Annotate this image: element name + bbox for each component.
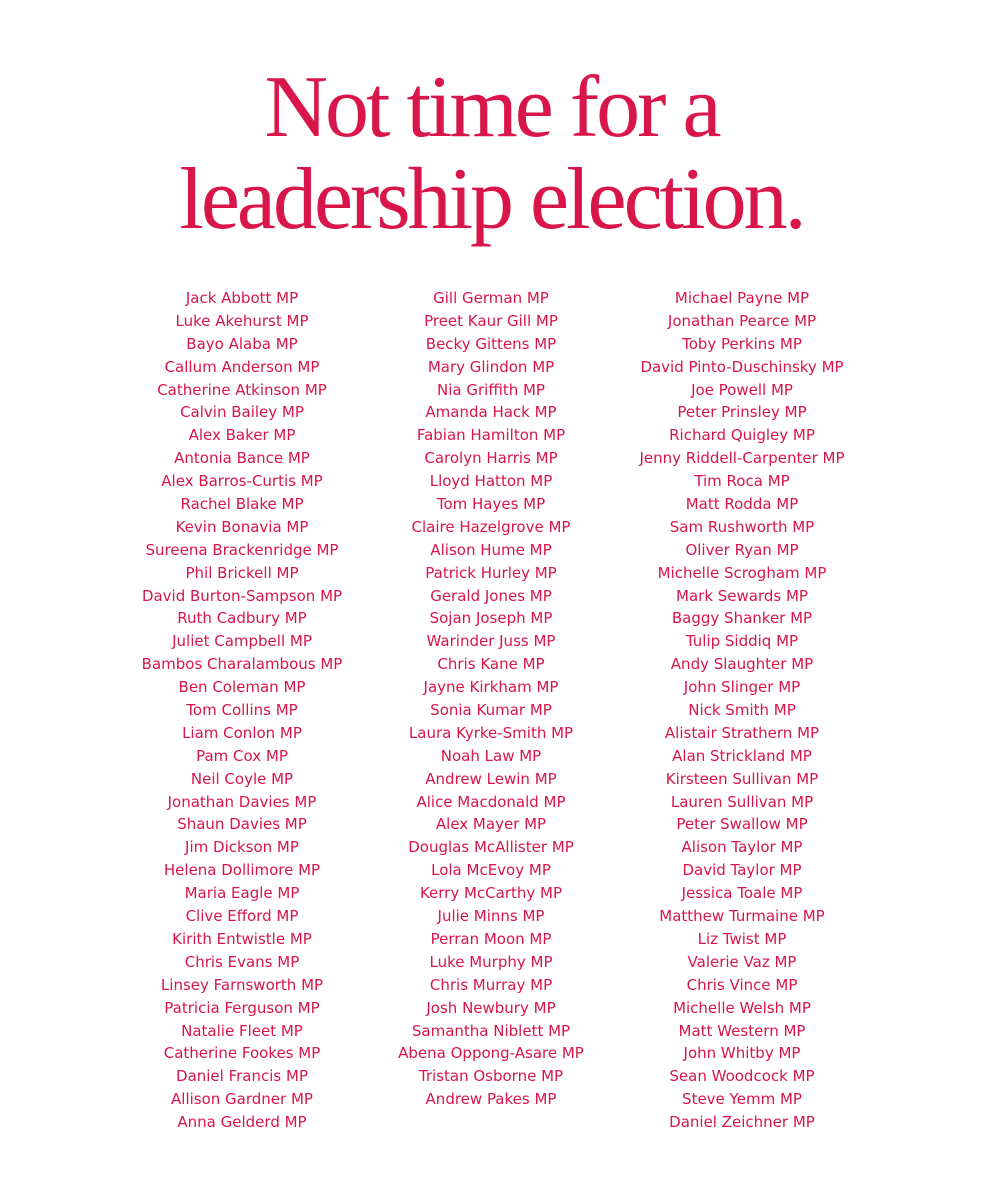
signatory-name: Steve Yemm MP	[682, 1090, 802, 1109]
signatory-name: Phil Brickell MP	[185, 563, 299, 582]
signatory-name: Sojan Joseph MP	[429, 609, 553, 628]
signatory-name: Ben Coleman MP	[178, 678, 306, 697]
signatory-name: Nick Smith MP	[688, 701, 796, 720]
signatory-name: Rachel Blake MP	[180, 495, 304, 514]
signatory-name: Kirsteen Sullivan MP	[665, 769, 819, 788]
signatory-name: Alan Strickland MP	[672, 746, 812, 765]
signatory-name: Jessica Toale MP	[681, 884, 803, 903]
signatory-name: Matt Western MP	[678, 1021, 806, 1040]
signatory-name: Patricia Ferguson MP	[164, 998, 320, 1017]
signatory-name: Preet Kaur Gill MP	[424, 311, 558, 330]
signatory-name: Douglas McAllister MP	[408, 838, 574, 857]
signatory-name: Baggy Shanker MP	[671, 609, 813, 628]
signatory-name: Jonathan Davies MP	[167, 792, 317, 811]
signatory-name: David Taylor MP	[682, 861, 802, 880]
signatory-name: Jayne Kirkham MP	[423, 678, 559, 697]
signatory-name: Alice Macdonald MP	[416, 792, 566, 811]
signatory-name: Peter Prinsley MP	[677, 403, 807, 422]
signatory-name: Alison Hume MP	[430, 540, 552, 559]
signatory-name: Liz Twist MP	[697, 929, 787, 948]
signatory-name: Daniel Francis MP	[176, 1067, 308, 1086]
signatory-name: Calvin Bailey MP	[180, 403, 304, 422]
signatory-name: Andy Slaughter MP	[670, 655, 814, 674]
signatory-name: Kirith Entwistle MP	[172, 929, 312, 948]
signatory-name: Valerie Vaz MP	[687, 952, 797, 971]
signatory-list	[0, 287, 983, 1167]
signatory-name: Jenny Riddell-Carpenter MP	[639, 449, 845, 468]
signatory-name: Luke Murphy MP	[429, 952, 553, 971]
signatory-name: Oliver Ryan MP	[685, 540, 799, 559]
signatory-name: Tom Hayes MP	[436, 495, 546, 514]
signatory-name: Maria Eagle MP	[184, 884, 300, 903]
signatory-name: Laura Kyrke-Smith MP	[408, 723, 574, 742]
signatory-name: Richard Quigley MP	[669, 426, 815, 445]
signatory-name: Jack Abbott MP	[185, 289, 299, 307]
signatory-name: Sam Rushworth MP	[669, 517, 815, 536]
signatory-name: Natalie Fleet MP	[181, 1021, 303, 1040]
signatory-name: Amanda Hack MP	[425, 403, 557, 422]
signatory-name: Kevin Bonavia MP	[175, 517, 309, 536]
signatory-name: Peter Swallow MP	[676, 815, 808, 834]
signatory-name: Gill German MP	[433, 289, 549, 307]
signatory-name: John Whitby MP	[683, 1044, 801, 1063]
signatory-name: Ruth Cadbury MP	[177, 609, 307, 628]
signatory-name: Bambos Charalambous MP	[141, 655, 343, 674]
signatory-name: Claire Hazelgrove MP	[411, 517, 571, 536]
signatory-name: Chris Vince MP	[686, 975, 798, 994]
signatory-name: Fabian Hamilton MP	[416, 426, 566, 445]
signatory-name: Catherine Fookes MP	[163, 1044, 321, 1063]
signatory-name: Juliet Campbell MP	[172, 632, 312, 651]
signatory-name: Neil Coyle MP	[190, 769, 294, 788]
signatory-name: Pam Cox MP	[196, 746, 288, 765]
signatory-name: Becky Gittens MP	[425, 334, 557, 353]
signatory-name: Mary Glindon MP	[427, 357, 555, 376]
signatory-name: Sean Woodcock MP	[669, 1067, 815, 1086]
headline-line-1: Not time for a	[264, 59, 719, 156]
signatory-name: Anna Gelderd MP	[177, 1113, 307, 1132]
signatory-name: Tulip Siddiq MP	[685, 632, 799, 651]
signatory-name: Daniel Zeichner MP	[669, 1113, 815, 1132]
headline	[0, 59, 983, 248]
signatory-name: Matt Rodda MP	[685, 495, 799, 514]
headline-line-2: leadership election.	[179, 151, 804, 248]
signatory-name: Abena Oppong-Asare MP	[398, 1044, 584, 1063]
signatory-name: Luke Akehurst MP	[175, 311, 309, 330]
signatory-name: Michelle Welsh MP	[673, 998, 811, 1017]
signatory-name: Gerald Jones MP	[430, 586, 552, 605]
signatory-name: Jonathan Pearce MP	[667, 311, 817, 330]
signatory-name: Chris Kane MP	[437, 655, 545, 674]
signatory-name: Clive Efford MP	[185, 907, 299, 926]
signatory-name: Andrew Lewin MP	[425, 769, 557, 788]
signatory-name: Sonia Kumar MP	[430, 701, 552, 720]
signatory-name: Matthew Turmaine MP	[659, 907, 825, 926]
signatory-name: Warinder Juss MP	[426, 632, 556, 651]
signatory-name: Helena Dollimore MP	[163, 861, 321, 880]
signatory-name: Tim Roca MP	[694, 472, 790, 491]
signatory-name: Michelle Scrogham MP	[657, 563, 827, 582]
signatory-name: David Pinto-Duschinsky MP	[640, 357, 844, 376]
signatory-name: Josh Newbury MP	[426, 998, 556, 1017]
signatory-name: Catherine Atkinson MP	[157, 380, 327, 399]
signatory-name: Sureena Brackenridge MP	[145, 540, 339, 559]
signatory-name: Linsey Farnsworth MP	[160, 975, 324, 994]
signatory-name: Kerry McCarthy MP	[419, 884, 563, 903]
signatory-name: Lauren Sullivan MP	[670, 792, 814, 811]
signatory-name: Joe Powell MP	[691, 380, 793, 399]
signatory-name: Alex Mayer MP	[435, 815, 547, 834]
signatory-name: Antonia Bance MP	[174, 449, 310, 468]
signatory-name: Alex Barros-Curtis MP	[161, 472, 323, 491]
signatory-name: Tristan Osborne MP	[418, 1067, 564, 1086]
signatory-name: Andrew Pakes MP	[425, 1090, 557, 1109]
signatory-name: Bayo Alaba MP	[186, 334, 298, 353]
signatory-name: Noah Law MP	[440, 746, 542, 765]
signatory-name: Tom Collins MP	[186, 701, 298, 720]
signatory-name: Liam Conlon MP	[182, 723, 302, 742]
signatory-name: Mark Sewards MP	[676, 586, 808, 605]
signatory-name: Nia Griffith MP	[437, 380, 545, 399]
signatory-name: Alison Taylor MP	[681, 838, 803, 857]
signatory-name: Patrick Hurley MP	[425, 563, 557, 582]
signatory-name: Alex Baker MP	[188, 426, 296, 445]
signatory-name: Alistair Strathern MP	[664, 723, 820, 742]
signatory-name: Allison Gardner MP	[171, 1090, 313, 1109]
signatory-name: Toby Perkins MP	[682, 334, 802, 353]
signatory-name: Carolyn Harris MP	[424, 449, 558, 468]
signatory-name: David Burton-Sampson MP	[141, 586, 343, 605]
signatory-name: John Slinger MP	[683, 678, 801, 697]
signatory-name: Michael Payne MP	[674, 289, 810, 307]
signatory-name: Chris Murray MP	[429, 975, 553, 994]
signatory-name: Callum Anderson MP	[164, 357, 320, 376]
signatory-name: Perran Moon MP	[430, 929, 552, 948]
signatory-name: Lloyd Hatton MP	[429, 472, 553, 491]
signatory-name: Shaun Davies MP	[177, 815, 307, 834]
signatory-name: Samantha Niblett MP	[411, 1021, 571, 1040]
signatory-name: Julie Minns MP	[437, 907, 545, 926]
signatory-column-3	[592, 287, 892, 1134]
signatory-name: Lola McEvoy MP	[431, 861, 551, 880]
signatory-name: Chris Evans MP	[184, 952, 300, 971]
signatory-name: Jim Dickson MP	[185, 838, 299, 857]
